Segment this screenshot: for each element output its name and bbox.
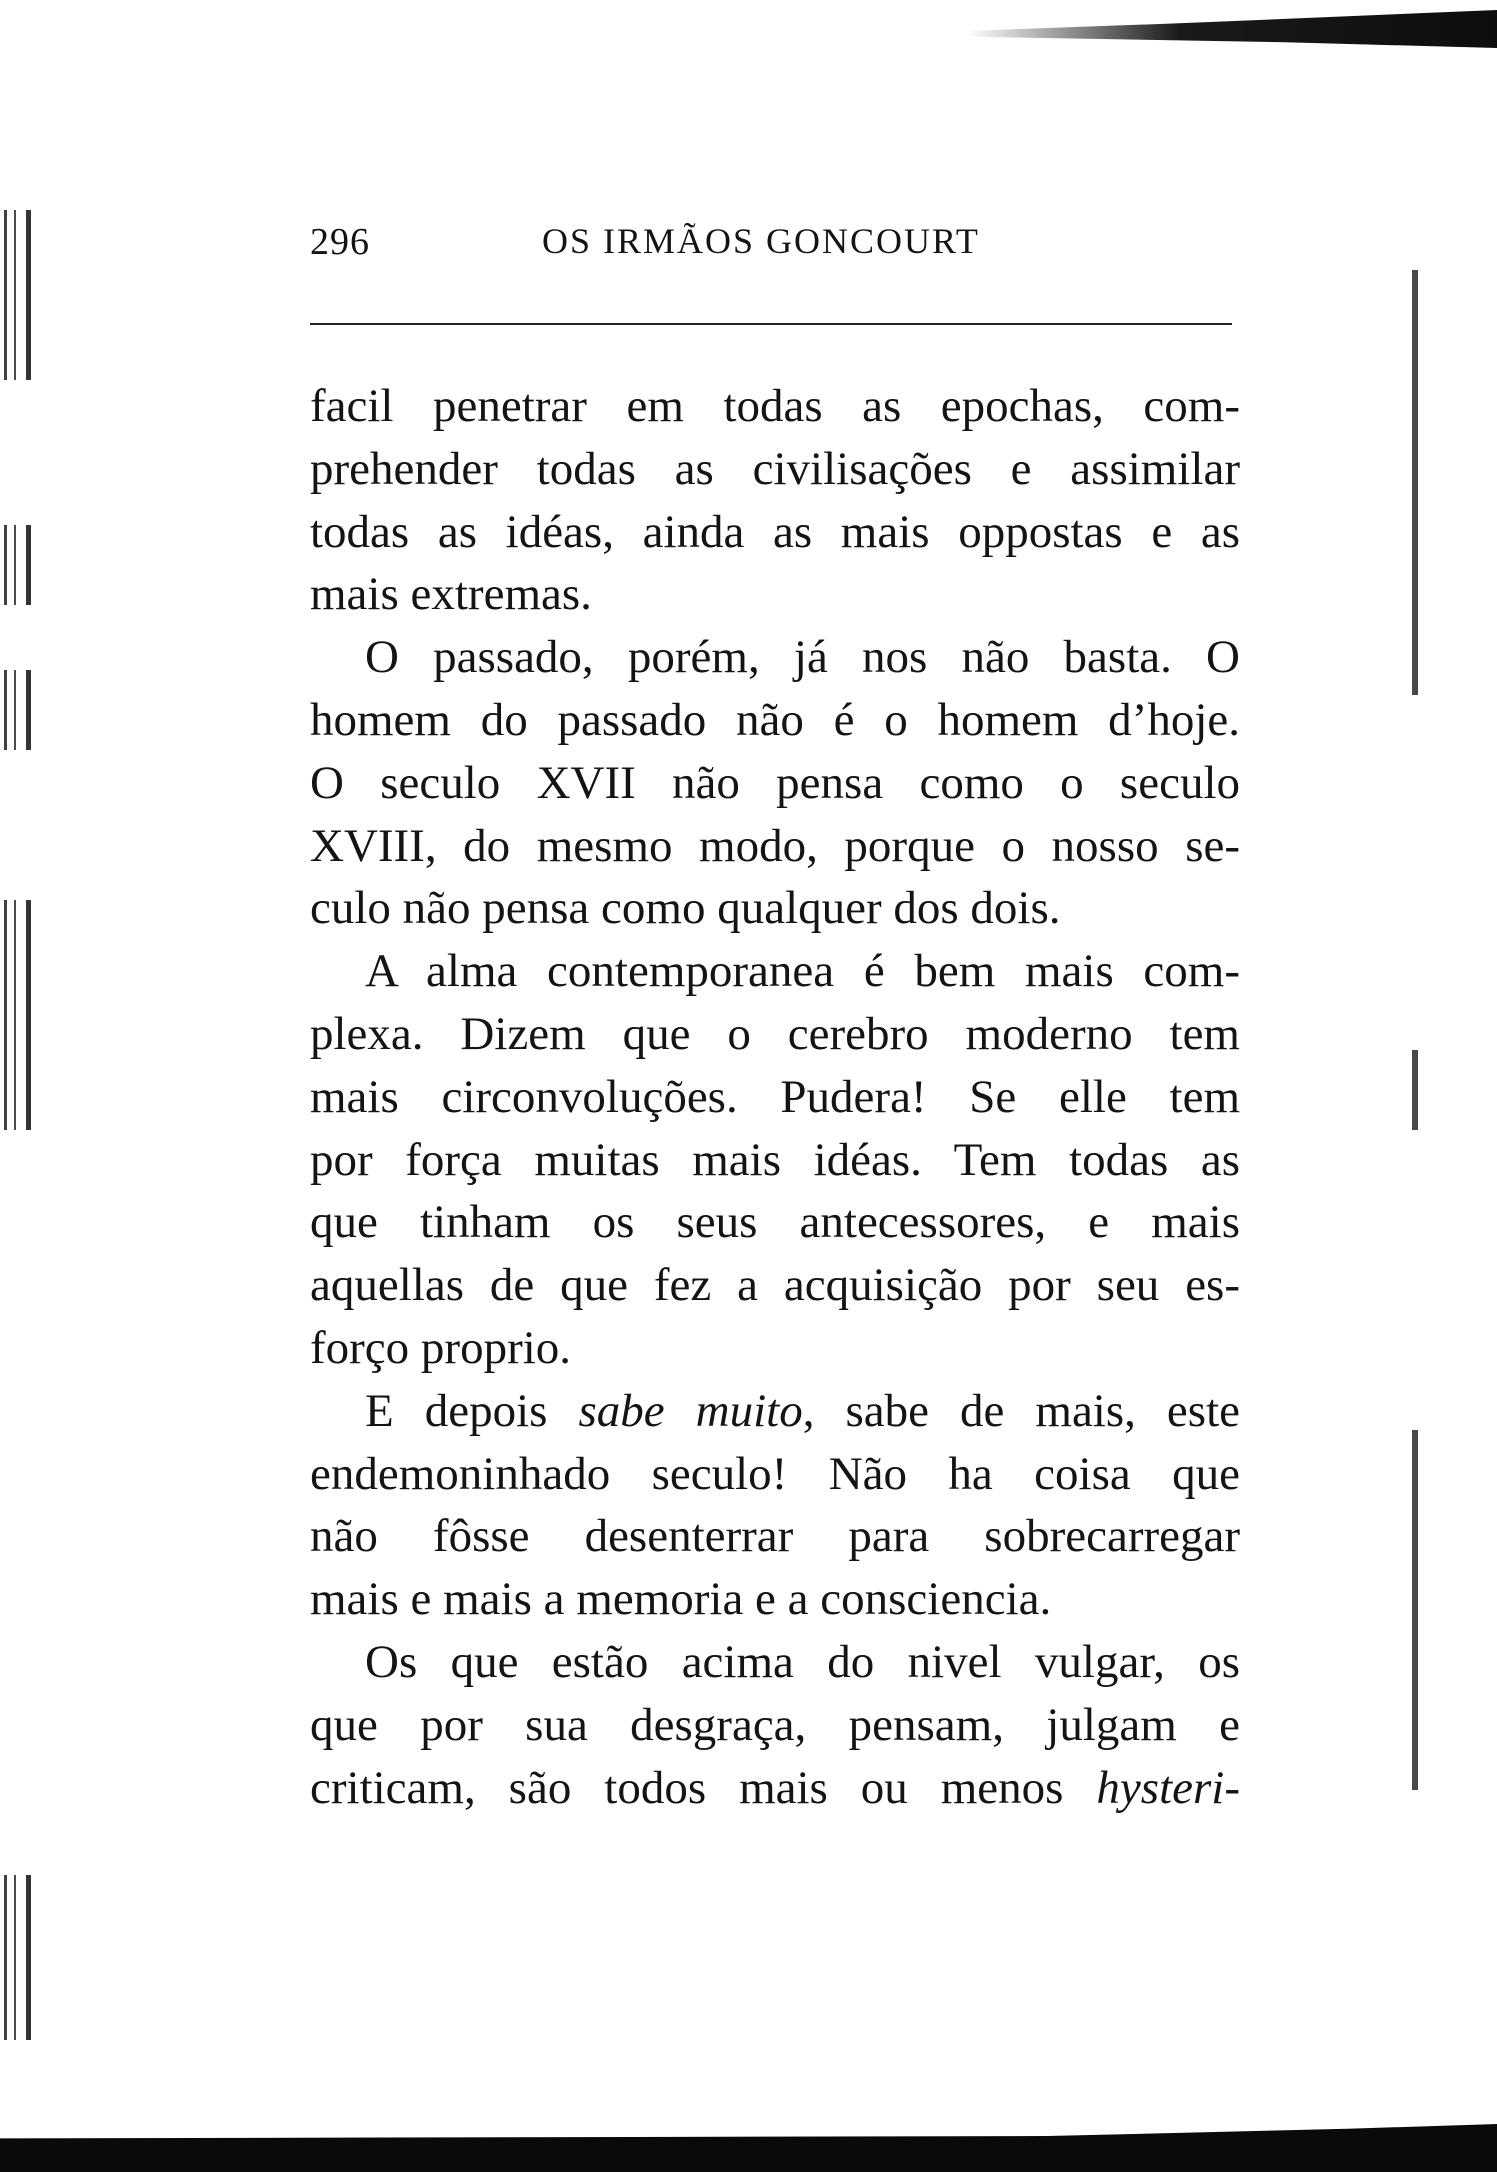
text-line: que tinham os seus antecessores, e mais <box>310 1196 1240 1249</box>
text-line: mais circonvoluções. Pudera! Se elle tem <box>310 1070 1240 1123</box>
text-line: forço proprio. <box>310 1321 572 1374</box>
text-fragment: , sabe de mais, este <box>802 1384 1240 1437</box>
running-head <box>310 220 1230 280</box>
page-number: 296 <box>310 221 370 263</box>
text-line: mais e mais a memoria e a consciencia. <box>310 1573 1052 1626</box>
text-line: aquellas de que fez a acquisição por seu es- <box>310 1259 1240 1312</box>
text-line: plexa. Dizem que o cerebro moderno tem <box>310 1007 1240 1060</box>
scan-edge-right-3 <box>1412 1430 1418 1790</box>
text-line: por força muitas mais idéas. Tem todas as <box>310 1133 1240 1186</box>
text-line: não fôsse desenterrar para sobrecarregar <box>310 1510 1240 1563</box>
text-line: que por sua desgraça, pensam, julgam e <box>310 1698 1240 1751</box>
scan-edge-left-4 <box>4 900 64 1130</box>
scan-edge-right-2 <box>1412 1050 1418 1130</box>
text-line: mais extremas. <box>310 568 592 621</box>
scan-shadow-bottom <box>0 2124 1497 2172</box>
text-line: todas as idéas, ainda as mais oppostas e as <box>310 505 1240 558</box>
text-line <box>310 1757 1240 1820</box>
text-line: prehender todas as civilisações e assimilar <box>310 442 1240 495</box>
text-line: O passado, porém, já nos não basta. O <box>365 631 1240 684</box>
italic-hyphenated-word: hysteri- <box>1096 1761 1240 1814</box>
scan-edge-left-2 <box>4 525 64 605</box>
italic-phrase: sabe muito <box>578 1384 803 1437</box>
scan-edge-left-1 <box>4 210 64 380</box>
text-line: XVIII, do mesmo modo, porque o nosso se- <box>310 819 1240 872</box>
book-title: OS IRMÃOS GONCOURT <box>542 221 980 261</box>
header-rule <box>310 323 1232 325</box>
text-line: O seculo XVII não pensa como o seculo <box>310 756 1240 809</box>
text-line: culo não pensa como qualquer dos dois. <box>310 882 1061 935</box>
scan-shadow-top <box>967 10 1497 48</box>
text-fragment: E depois <box>365 1384 579 1437</box>
scan-edge-left-5 <box>4 1875 64 2040</box>
text-line: Os que estão acima do nivel vulgar, os <box>365 1635 1240 1688</box>
body-text <box>310 375 1240 1819</box>
scan-edge-left-3 <box>4 670 64 750</box>
text-fragment: criticam, são todos mais ou menos <box>310 1761 1064 1814</box>
text-line: homem do passado não é o homem d’hoje. <box>310 693 1240 746</box>
text-line: A alma contemporanea é bem mais com- <box>365 945 1240 998</box>
scan-edge-right-1 <box>1412 270 1418 695</box>
text-line <box>310 1380 1240 1443</box>
text-line: facil penetrar em todas as epochas, com- <box>310 380 1240 432</box>
text-line: endemoninhado seculo! Não ha coisa que <box>310 1447 1240 1500</box>
